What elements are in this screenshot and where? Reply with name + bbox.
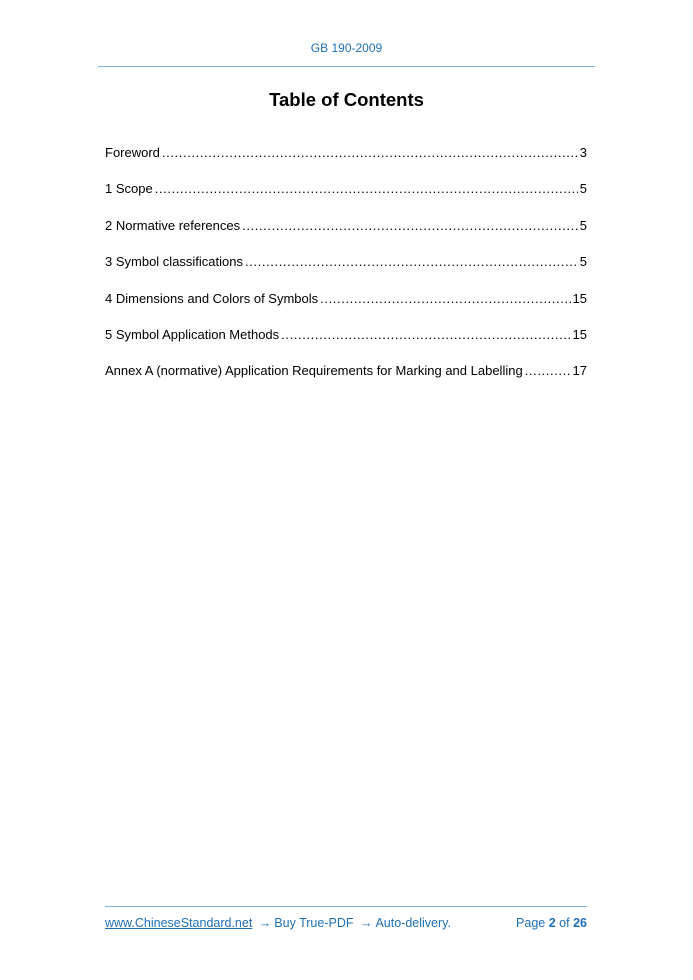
toc-entry-application-methods[interactable]	[105, 327, 587, 363]
dot-leader	[525, 363, 571, 378]
toc-entry-page: 5	[579, 181, 587, 197]
toc-entry-page: 15	[572, 290, 587, 306]
running-header: GB 190-2009	[310, 41, 383, 55]
toc-entry-foreword[interactable]	[105, 145, 587, 181]
toc-entry-label: Foreword	[105, 145, 160, 160]
total-pages-number: 26	[573, 916, 587, 930]
toc-entry-page: 15	[572, 326, 587, 342]
dot-leader	[320, 291, 570, 306]
toc-entry-annex-a[interactable]	[105, 363, 587, 399]
toc-title: Table of Contents	[269, 89, 424, 110]
toc-entry-page: 17	[572, 363, 587, 379]
toc-entry-normative-references[interactable]	[105, 218, 587, 254]
toc-entry-dimensions-colors[interactable]	[105, 291, 587, 327]
header-divider	[98, 66, 595, 67]
page-label: Page	[516, 916, 546, 930]
buy-pdf-text: Buy True-PDF	[274, 916, 354, 930]
toc-entry-label: 5 Symbol Application Methods	[105, 326, 280, 342]
footer-divider	[105, 906, 587, 907]
toc-entry-page: 3	[579, 145, 587, 160]
footer-links	[105, 916, 451, 930]
toc-entry-page: 5	[579, 254, 587, 270]
toc-entry-label: 4 Dimensions and Colors of Symbols	[105, 290, 319, 306]
page-indicator	[516, 916, 587, 930]
dot-leader	[242, 218, 578, 233]
website-link[interactable]: www.ChineseStandard.net	[105, 916, 253, 930]
dot-leader	[245, 254, 578, 269]
toc-list	[105, 145, 587, 400]
toc-entry-page: 5	[579, 217, 587, 233]
auto-delivery-text: Auto-delivery.	[375, 916, 451, 930]
toc-entry-scope[interactable]	[105, 181, 587, 217]
toc-entry-label: 2 Normative references	[105, 217, 241, 233]
arrow-right-icon: →	[258, 916, 272, 930]
toc-entry-symbol-classifications[interactable]	[105, 254, 587, 290]
toc-entry-label: Annex A (normative) Application Requirements for Marking and Labelling	[105, 363, 523, 379]
toc-entry-label: 1 Scope	[105, 181, 153, 197]
of-label: of	[559, 916, 570, 930]
toc-entry-label: 3 Symbol classifications	[105, 254, 243, 270]
arrow-right-icon: →	[359, 916, 373, 930]
page-footer	[105, 916, 587, 930]
dot-leader	[162, 145, 578, 160]
dot-leader	[155, 181, 578, 196]
dot-leader	[281, 327, 570, 342]
current-page-number: 2	[548, 916, 556, 930]
